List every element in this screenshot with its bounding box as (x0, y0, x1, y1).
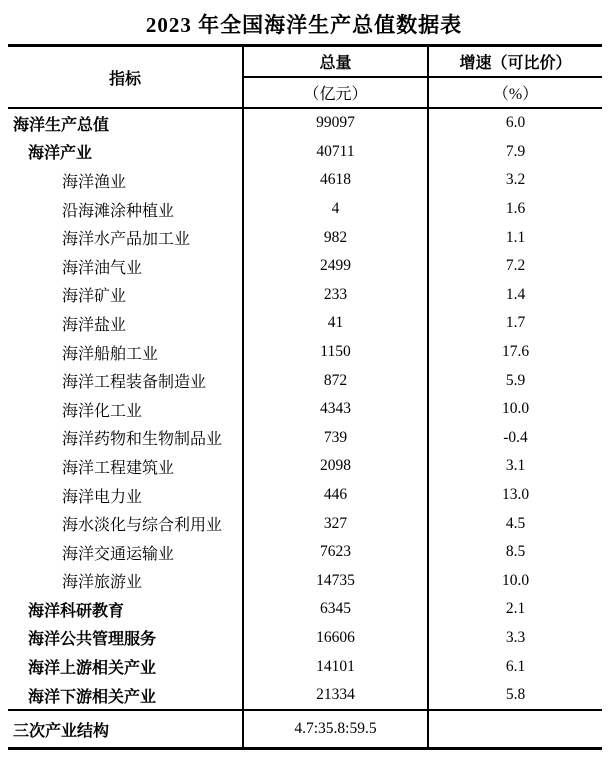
page-title: 2023 年全国海洋生产总值数据表 (145, 13, 463, 37)
growth-cell: 2.1 (427, 595, 602, 624)
total-cell: 4.7:35.8:59.5 (242, 711, 427, 747)
table-row (8, 509, 602, 538)
indicator-cell: 海洋船舶工业 (62, 345, 159, 363)
indicator-cell: 海洋交通运输业 (62, 545, 175, 563)
indicator-cell: 海洋科研教育 (28, 602, 125, 620)
indicator-cell: 海洋公共管理服务 (28, 631, 157, 649)
table-row (8, 223, 602, 252)
growth-cell: 5.9 (427, 366, 602, 395)
table-row (8, 366, 602, 395)
table-row (8, 595, 602, 624)
growth-cell: 8.5 (427, 538, 602, 567)
growth-cell: 1.1 (427, 223, 602, 252)
total-cell: 982 (242, 223, 427, 252)
total-cell: 21334 (242, 681, 427, 710)
growth-cell: 7.9 (427, 138, 602, 167)
total-cell: 4343 (242, 395, 427, 424)
growth-cell: 1.6 (427, 195, 602, 224)
header-growth: 增速（可比价） (427, 47, 602, 78)
indicator-cell: 海水淡化与综合利用业 (62, 517, 223, 535)
indicator-cell: 海洋矿业 (62, 288, 127, 306)
header-total-unit: （亿元） (242, 78, 427, 107)
total-cell: 14101 (242, 652, 427, 681)
total-cell: 4 (242, 195, 427, 224)
indicator-cell: 海洋水产品加工业 (62, 231, 191, 249)
table-row (8, 109, 602, 138)
table-row (8, 452, 602, 481)
growth-cell: 10.0 (427, 395, 602, 424)
total-cell: 2098 (242, 452, 427, 481)
table-row (8, 195, 602, 224)
growth-cell: 7.2 (427, 252, 602, 281)
table-body (8, 109, 602, 709)
growth-cell (427, 711, 602, 747)
indicator-cell: 海洋工程装备制造业 (62, 374, 207, 392)
indicator-cell: 海洋工程建筑业 (62, 459, 175, 477)
growth-cell: 6.0 (427, 109, 602, 138)
total-cell: 1150 (242, 338, 427, 367)
table-header (8, 47, 602, 109)
table-row (8, 395, 602, 424)
indicator-cell: 海洋渔业 (62, 173, 127, 191)
table-row (8, 481, 602, 510)
table-row (8, 252, 602, 281)
header-growth-unit: （%） (427, 78, 602, 107)
data-table (8, 44, 602, 750)
indicator-cell: 海洋下游相关产业 (28, 688, 157, 706)
table-row (8, 138, 602, 167)
total-cell: 40711 (242, 138, 427, 167)
indicator-cell: 海洋生产总值 (13, 116, 110, 134)
growth-cell: 10.0 (427, 567, 602, 596)
indicator-cell: 海洋旅游业 (62, 574, 143, 592)
table-row (8, 681, 602, 710)
indicator-cell: 海洋产业 (28, 145, 93, 163)
total-cell: 2499 (242, 252, 427, 281)
total-cell: 446 (242, 481, 427, 510)
indicator-cell: 海洋上游相关产业 (28, 660, 157, 678)
growth-cell: 5.8 (427, 681, 602, 710)
total-cell: 739 (242, 424, 427, 453)
indicator-cell: 三次产业结构 (13, 722, 110, 740)
growth-cell: 1.7 (427, 309, 602, 338)
total-cell: 7623 (242, 538, 427, 567)
indicator-cell: 海洋油气业 (62, 259, 143, 277)
growth-cell: 1.4 (427, 281, 602, 310)
total-cell: 4618 (242, 166, 427, 195)
growth-cell: 13.0 (427, 481, 602, 510)
table-row-structure (8, 709, 602, 747)
table-row (8, 538, 602, 567)
header-indicator: 指标 (108, 70, 141, 88)
total-cell: 16606 (242, 624, 427, 653)
growth-cell: 3.3 (427, 624, 602, 653)
total-cell: 99097 (242, 109, 427, 138)
header-total: 总量 (242, 47, 427, 78)
growth-cell: -0.4 (427, 424, 602, 453)
growth-cell: 17.6 (427, 338, 602, 367)
total-cell: 872 (242, 366, 427, 395)
growth-cell: 4.5 (427, 509, 602, 538)
table-row (8, 338, 602, 367)
growth-cell: 3.2 (427, 166, 602, 195)
indicator-cell: 海洋化工业 (62, 402, 143, 420)
table-row (8, 166, 602, 195)
indicator-cell: 海洋盐业 (62, 316, 127, 334)
total-cell: 6345 (242, 595, 427, 624)
indicator-cell: 海洋电力业 (62, 488, 143, 506)
table-row (8, 624, 602, 653)
growth-cell: 3.1 (427, 452, 602, 481)
total-cell: 41 (242, 309, 427, 338)
table-row (8, 424, 602, 453)
table-row (8, 567, 602, 596)
total-cell: 233 (242, 281, 427, 310)
indicator-cell: 海洋药物和生物制品业 (62, 431, 223, 449)
table-row (8, 652, 602, 681)
table-row (8, 309, 602, 338)
indicator-cell: 沿海滩涂种植业 (62, 202, 175, 220)
total-cell: 327 (242, 509, 427, 538)
table-row (8, 281, 602, 310)
total-cell: 14735 (242, 567, 427, 596)
growth-cell: 6.1 (427, 652, 602, 681)
